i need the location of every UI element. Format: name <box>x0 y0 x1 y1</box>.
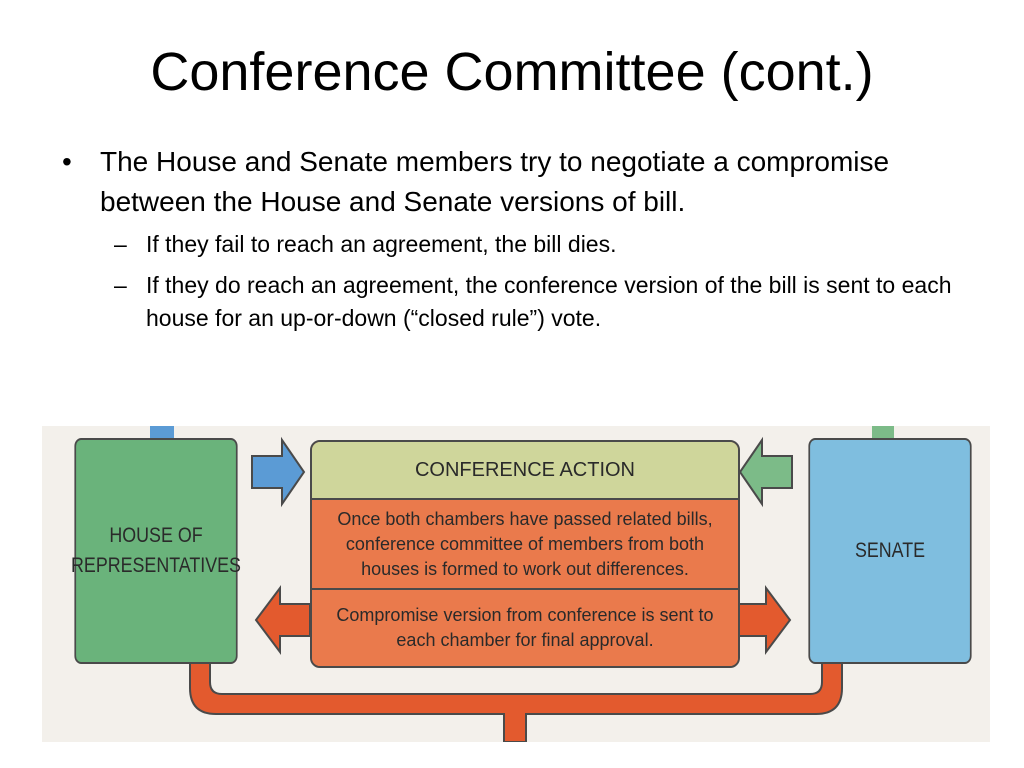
conference-step-1-text: Once both chambers have passed related bills, conference committee of members from both houses is formed to work out differences. <box>337 508 713 579</box>
conference-step-2 <box>312 590 738 666</box>
senate-box <box>808 438 971 664</box>
senate-label: SENATE <box>854 539 926 562</box>
bullet-marker: • <box>62 146 72 177</box>
red-arrow-right-icon <box>736 588 790 652</box>
red-arrow-left-icon <box>256 588 310 652</box>
conference-header-text: CONFERENCE ACTION <box>414 458 636 481</box>
sub-bullet-item <box>62 228 972 261</box>
slide-title: Conference Committee (cont.) <box>150 42 874 102</box>
house-label-line2: REPRESENTATIVES <box>71 554 241 577</box>
return-bracket-icon <box>190 662 842 742</box>
green-arrow-icon <box>740 440 792 504</box>
bullet-text: The House and Senate members try to negotiate a compromise between the House and Senate versions of bill. <box>100 146 890 217</box>
dash-marker: – <box>114 272 127 298</box>
blue-arrow-icon <box>252 440 304 504</box>
sub-bullet-item <box>62 269 972 335</box>
dash-marker: – <box>114 231 127 257</box>
sub-bullet-text: If they do reach an agreement, the conference version of the bill is sent to each house for an up-or-down (“closed rule”) vote. <box>146 272 952 331</box>
conference-header <box>312 442 738 500</box>
conference-action-box <box>310 440 740 668</box>
conference-step-1 <box>312 500 738 590</box>
house-label-line1: HOUSE OF <box>109 524 203 547</box>
bullet-list <box>62 142 972 335</box>
conference-diagram <box>42 426 990 742</box>
sub-bullet-text: If they fail to reach an agreement, the bill dies. <box>146 231 617 257</box>
conference-step-2-text: Compromise version from conference is sent to each chamber for final approval. <box>336 605 714 650</box>
house-box <box>71 438 241 664</box>
bullet-item <box>62 142 972 222</box>
